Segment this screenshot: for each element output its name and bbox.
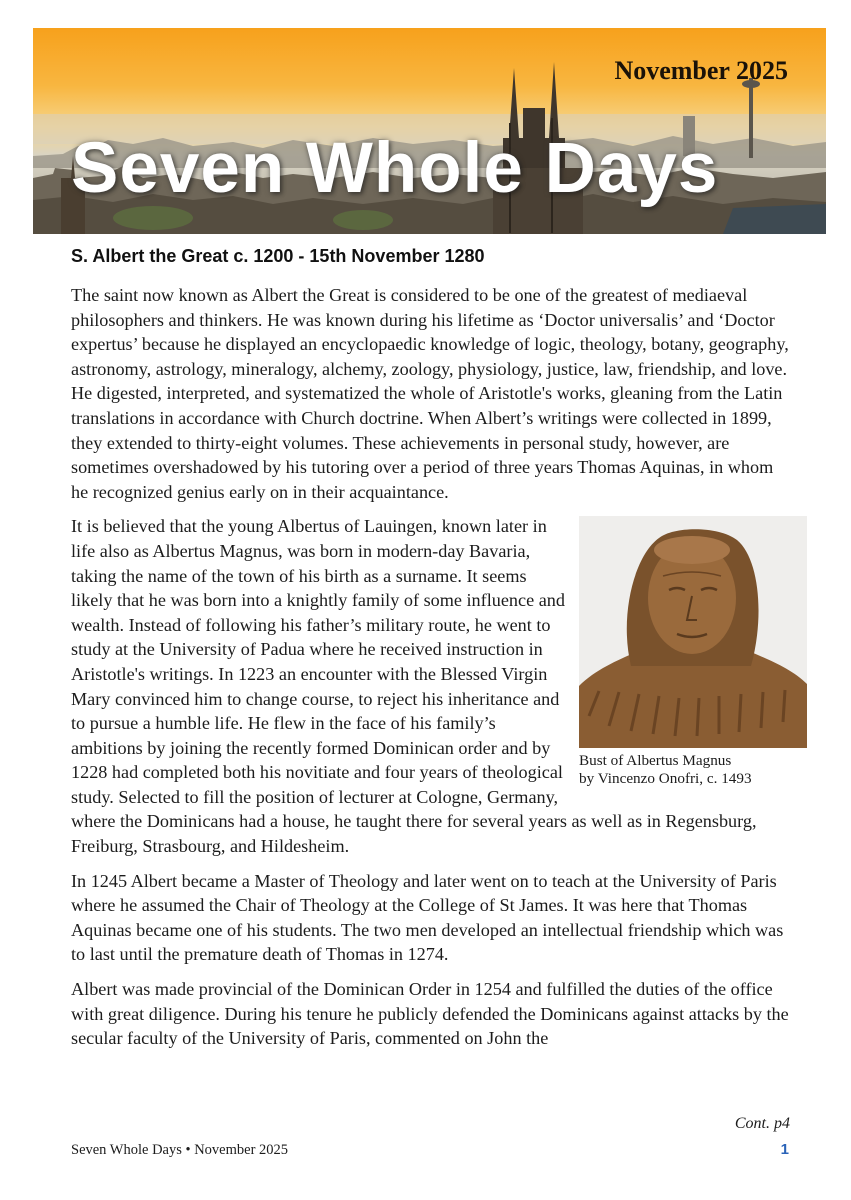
article-paragraph: Albert was made provincial of the Dominican Order in 1254 and fulfilled the duties of the office with great diligence. During his tenure he publicly defended the Dominicans against attacks by the secular faculty of the University of Paris, commented on John the [71, 979, 789, 1049]
article-headline: S. Albert the Great c. 1200 - 15th November 1280 [71, 246, 485, 266]
article-paragraph: The saint now known as Albert the Great is considered to be one of the greatest of mediaeval philosophers and thinkers. He was known during his lifetime as ‘Doctor universalis’ and ‘Doctor expertus’ because he displayed an encyclopaedic knowledge of logic, theology, botany, geography, astronomy, astrology, mineralogy, alchemy, zoology, physiology, justice, law, friendship, and love. He digested, interpreted, and systematized the whole of Aristotle's works, gleaning from the Latin translations in accordance with Church doctrine. When Albert’s writings were collected in 1899, they extended to thirty-eight volumes. These achievements in personal study, however, are sometimes overshadowed by his tutoring over a period of three years Thomas Aquinas, in whom he recognized genius early on in their acquaintance. [71, 285, 789, 502]
caption-line-2: by Vincenzo Onofri, c. 1493 [579, 770, 752, 788]
figure-caption [579, 752, 807, 788]
continued-note: Cont. p4 [734, 1115, 790, 1132]
article-paragraph: In 1245 Albert became a Master of Theology and later went on to teach at the University of Paris where he assumed the Chair of Theology at the College of St James. It was here that Thomas Aquinas became one of his students. The two men developed an intellectual friendship which was to last until the premature death of Thomas in 1274. [71, 870, 784, 965]
bust-figure [579, 514, 807, 788]
page-number: 1 [780, 1141, 789, 1158]
newsletter-title: Seven Whole Days [71, 129, 719, 208]
article-paragraph: It is believed that the young Albertus of Lauingen, known later in life also as Albertus Magnus, was born in modern-day Bavaria, taking the name of the town of his birth as a surname. It seems likely that he was born into a knightly family of some influence and wealth. Instead of following his father’s military route, he went to study at the University of Padua where he received instruction in Aristotle's writings. In 1223 an encounter with the Blessed Virgin Mary convinced him to change course, to reject his inheritance and to pursue a humble life. He flew in the face of his family’s ambitions by joining the recently formed Dominican order and by 1228 had completed both his novitiate and four years of theological study. Selected to fill the position of lecturer at Cologne, Germany, where the Dominicans had a house, he taught there for several years as well as in Regensburg, Freiburg, Strasbourg, and Hildesheim. [71, 516, 757, 857]
masthead-banner [33, 28, 826, 234]
bust-of-albertus-magnus-image [579, 516, 807, 748]
issue-date: November 2025 [614, 56, 788, 85]
article [71, 246, 791, 1061]
caption-line-1: Bust of Albertus Magnus [579, 752, 732, 770]
footer-text: Seven Whole Days • November 2025 [71, 1142, 289, 1158]
